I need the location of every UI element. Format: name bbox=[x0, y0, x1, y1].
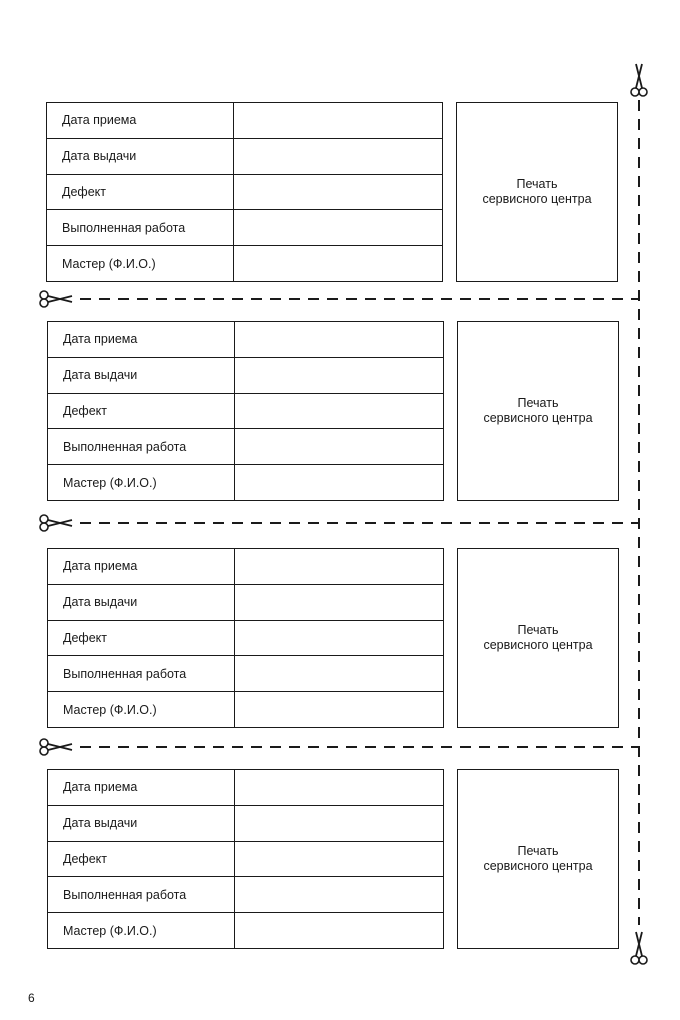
row-value[interactable] bbox=[235, 549, 444, 585]
coupon-form-table bbox=[47, 321, 444, 501]
row-value[interactable] bbox=[235, 357, 444, 393]
row-label: Мастер (Ф.И.О.) bbox=[48, 465, 235, 501]
row-label: Выполненная работа bbox=[48, 877, 235, 913]
table-row bbox=[48, 841, 444, 877]
row-label: Дата приема bbox=[48, 322, 235, 358]
table-row bbox=[48, 913, 444, 949]
row-label: Дефект bbox=[48, 393, 235, 429]
table-row bbox=[47, 174, 443, 210]
table-row bbox=[47, 246, 443, 282]
row-label: Выполненная работа bbox=[47, 210, 234, 246]
row-value[interactable] bbox=[234, 210, 443, 246]
service-stamp-box bbox=[456, 102, 618, 282]
row-label: Дата выдачи bbox=[48, 805, 235, 841]
row-label: Дефект bbox=[48, 620, 235, 656]
row-value[interactable] bbox=[235, 322, 444, 358]
row-value[interactable] bbox=[235, 656, 444, 692]
table-row bbox=[48, 357, 444, 393]
row-value[interactable] bbox=[235, 877, 444, 913]
table-row bbox=[48, 620, 444, 656]
row-value[interactable] bbox=[235, 805, 444, 841]
table-row bbox=[48, 322, 444, 358]
row-value[interactable] bbox=[235, 620, 444, 656]
row-label: Дата приема bbox=[47, 103, 234, 139]
scissors-icon bbox=[631, 64, 647, 96]
row-value[interactable] bbox=[234, 174, 443, 210]
service-stamp-box bbox=[457, 321, 619, 501]
table-row bbox=[48, 429, 444, 465]
row-label: Дефект bbox=[47, 174, 234, 210]
stamp-label-line2: сервисного центра bbox=[483, 859, 593, 873]
table-row bbox=[48, 393, 444, 429]
row-label: Дата выдачи bbox=[47, 138, 234, 174]
page-number: 6 bbox=[28, 991, 35, 1005]
stamp-label-line1: Печать bbox=[516, 177, 558, 191]
row-value[interactable] bbox=[235, 429, 444, 465]
table-row bbox=[48, 692, 444, 728]
stamp-label-line2: сервисного центра bbox=[482, 192, 592, 206]
table-row bbox=[47, 138, 443, 174]
row-label: Дата выдачи bbox=[48, 584, 235, 620]
stamp-label-line1: Печать bbox=[517, 623, 559, 637]
row-value[interactable] bbox=[235, 393, 444, 429]
table-row bbox=[48, 877, 444, 913]
row-label: Дата приема bbox=[48, 549, 235, 585]
table-row bbox=[48, 805, 444, 841]
table-row bbox=[48, 549, 444, 585]
stamp-label-line2: сервисного центра bbox=[483, 411, 593, 425]
warranty-coupon-2 bbox=[47, 321, 619, 501]
scissors-icon bbox=[40, 739, 72, 755]
table-row bbox=[48, 770, 444, 806]
table-row bbox=[48, 465, 444, 501]
service-stamp-box bbox=[457, 548, 619, 728]
row-label: Выполненная работа bbox=[48, 656, 235, 692]
scissors-icon bbox=[631, 932, 647, 964]
row-label: Дата приема bbox=[48, 770, 235, 806]
warranty-coupon-4 bbox=[47, 769, 619, 949]
service-stamp-box bbox=[457, 769, 619, 949]
stamp-label-line1: Печать bbox=[517, 396, 559, 410]
row-label: Мастер (Ф.И.О.) bbox=[48, 913, 235, 949]
row-label: Дата выдачи bbox=[48, 357, 235, 393]
table-row bbox=[48, 656, 444, 692]
row-value[interactable] bbox=[235, 841, 444, 877]
row-value[interactable] bbox=[234, 103, 443, 139]
warranty-coupon-3 bbox=[47, 548, 619, 728]
row-label: Мастер (Ф.И.О.) bbox=[47, 246, 234, 282]
coupon-form-table bbox=[47, 548, 444, 728]
row-label: Мастер (Ф.И.О.) bbox=[48, 692, 235, 728]
row-value[interactable] bbox=[235, 692, 444, 728]
table-row bbox=[47, 103, 443, 139]
stamp-label-line1: Печать bbox=[517, 844, 559, 858]
stamp-label-line2: сервисного центра bbox=[483, 638, 593, 652]
warranty-coupon-1 bbox=[46, 102, 618, 282]
coupon-form-table bbox=[46, 102, 443, 282]
row-value[interactable] bbox=[235, 465, 444, 501]
coupon-form-table bbox=[47, 769, 444, 949]
scissors-icon bbox=[40, 515, 72, 531]
row-value[interactable] bbox=[235, 913, 444, 949]
table-row bbox=[48, 584, 444, 620]
row-value[interactable] bbox=[235, 770, 444, 806]
scissors-icon bbox=[40, 291, 72, 307]
table-row bbox=[47, 210, 443, 246]
row-value[interactable] bbox=[234, 246, 443, 282]
row-value[interactable] bbox=[235, 584, 444, 620]
row-value[interactable] bbox=[234, 138, 443, 174]
row-label: Выполненная работа bbox=[48, 429, 235, 465]
row-label: Дефект bbox=[48, 841, 235, 877]
